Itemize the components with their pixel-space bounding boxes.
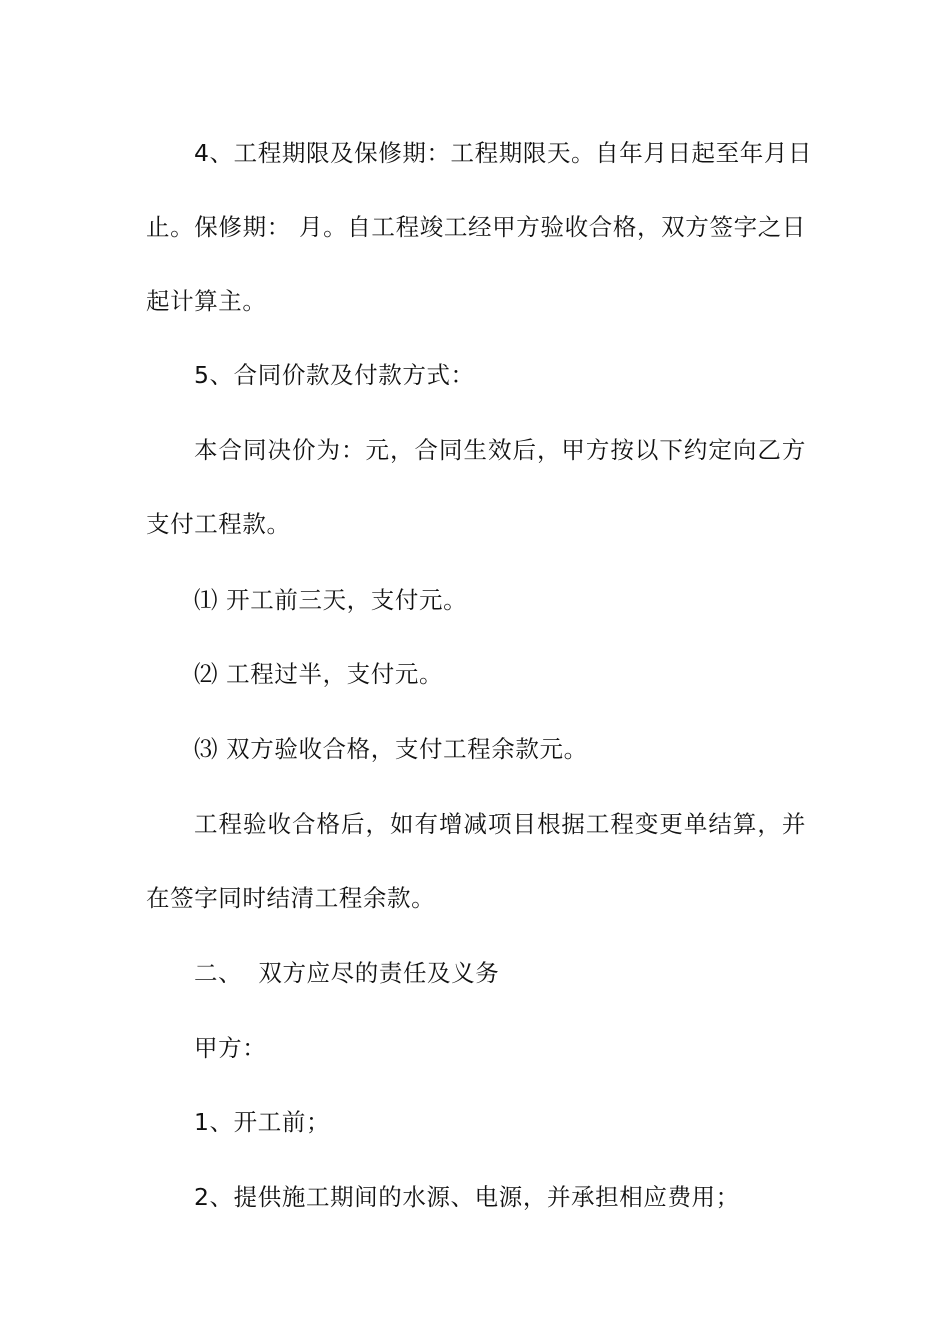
settlement-line-1: 工程验收合格后，如有增减项目根据工程变更单结算，并 <box>194 810 806 838</box>
payment-item-1: ⑴ 开工前三天，支付元。 <box>194 586 468 614</box>
party-a-item-1: 1、开工前； <box>194 1108 331 1136</box>
settlement-line-2: 在签字同时结清工程余款。 <box>146 884 436 912</box>
paragraph-4-line-3: 起计算主。 <box>146 287 267 315</box>
contract-price-line-1: 本合同决价为：元，合同生效后，甲方按以下约定向乙方 <box>194 436 806 464</box>
party-a-label: 甲方： <box>194 1034 267 1062</box>
payment-item-2: ⑵ 工程过半，支付元。 <box>194 660 444 688</box>
paragraph-4-line-1: 4、工程期限及保修期：工程期限天。自年月日起至年月日 <box>194 139 813 167</box>
section-2-heading: 二、 双方应尽的责任及义务 <box>194 959 500 987</box>
payment-item-3: ⑶ 双方验收合格，支付工程余款元。 <box>194 735 588 763</box>
paragraph-4-line-2: 止。保修期： 月。自工程竣工经甲方验收合格，双方签字之日 <box>146 213 806 241</box>
contract-price-line-2: 支付工程款。 <box>146 510 291 538</box>
section-5-heading: 5、合同价款及付款方式： <box>194 361 475 389</box>
party-a-item-2: 2、提供施工期间的水源、电源，并承担相应费用； <box>194 1183 740 1211</box>
